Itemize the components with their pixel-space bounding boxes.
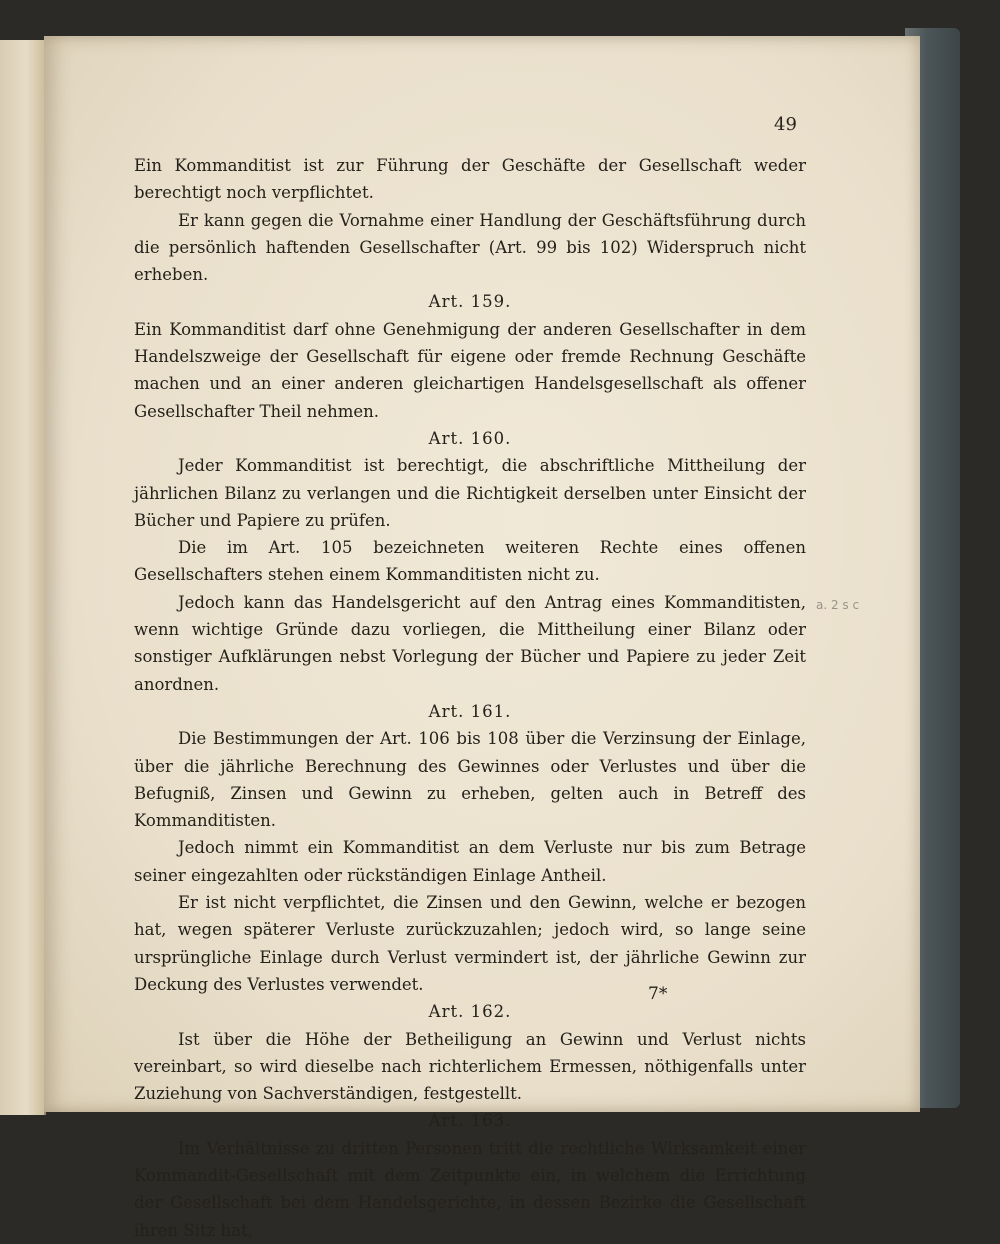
paragraph: Ist über die Höhe der Betheiligung an Gewinn und Verlust nichts vereinbart, so wird dieselbe nach richterlichem Ermessen, nöthigenfalls unter Zuziehung von Sachverständigen, festgestellt. — [134, 1029, 806, 1104]
article-heading: Art. 163. — [428, 1111, 512, 1131]
paragraph: Ein Kommanditist darf ohne Genehmigung der anderen Gesellschafter in dem Handelszweige der Gesellschaft für eigene oder fremde Rechnung Geschäfte machen und an einer anderen gleichartigen Handelsgesellschaft als offener Gesellschafter Theil nehmen. — [134, 319, 806, 421]
left-page-edge — [0, 40, 46, 1115]
margin-note: a. 2 s c — [816, 598, 860, 612]
paragraph: Jeder Kommanditist ist berechtigt, die abschriftliche Mittheilung der jährlichen Bilanz zu verlangen und die Richtigkeit derselben unter Einsicht der Bücher und Papiere zu prüfen. — [134, 456, 806, 530]
signature-mark: 7* — [648, 984, 668, 1004]
article-heading: Art. 162. — [428, 1002, 512, 1022]
page-text — [134, 152, 806, 1244]
paragraph: Die im Art. 105 bezeichneten weiteren Rechte eines offenen Gesellschafters stehen einem Kommanditisten nicht zu. — [134, 538, 806, 585]
article-heading: Art. 160. — [428, 428, 512, 448]
paragraph: Jedoch nimmt ein Kommanditist an dem Verluste nur bis zum Betrage seiner eingezahlten oder rückständigen Einlage Antheil. — [134, 838, 806, 885]
article-heading: Art. 159. — [428, 292, 512, 312]
paragraph: Im Verhältnisse zu dritten Personen tritt die rechtliche Wirksamkeit einer Kommandit-Gesellschaft mit dem Zeitpunkte ein, in welchem die Errichtung der Gesellschaft bei dem Handelsgerichte, in dessen Bezirke die Gesellschaft ihren Sitz hat, — [134, 1138, 806, 1240]
page-number: 49 — [774, 114, 797, 135]
paragraph: Er ist nicht verpflichtet, die Zinsen und den Gewinn, welche er bezogen hat, wegen späterer Verluste zurückzuzahlen; jedoch wird, so lange seine ursprüngliche Einlage durch Verlust vermindert ist, der jährliche Gewinn zur Deckung des Verlustes verwendet. — [134, 893, 806, 994]
paragraph: Die Bestimmungen der Art. 106 bis 108 über die Verzinsung der Einlage, über die jährliche Berechnung des Gewinnes oder Verlustes und über die Befugniß, Zinsen und Gewinn zu erheben, gelten auch in Betreff des Kommanditisten. — [134, 729, 806, 831]
article-heading: Art. 161. — [428, 701, 512, 721]
paragraph: Ein Kommanditist ist zur Führung der Geschäfte der Gesellschaft weder berechtigt noch verpflichtet. — [134, 156, 806, 203]
paragraph: Jedoch kann das Handelsgericht auf den Antrag eines Kommanditisten, wenn wichtige Gründe dazu vorliegen, die Mittheilung einer Bilanz oder sonstiger Aufklärungen nebst Vorlegung der Bücher und Papiere zu jeder Zeit anordnen. — [134, 592, 806, 694]
paragraph: Er kann gegen die Vornahme einer Handlung der Geschäftsführung durch die persönlich haftenden Gesellschafter (Art. 99 bis 102) Widerspruch nicht erheben. — [134, 210, 806, 285]
